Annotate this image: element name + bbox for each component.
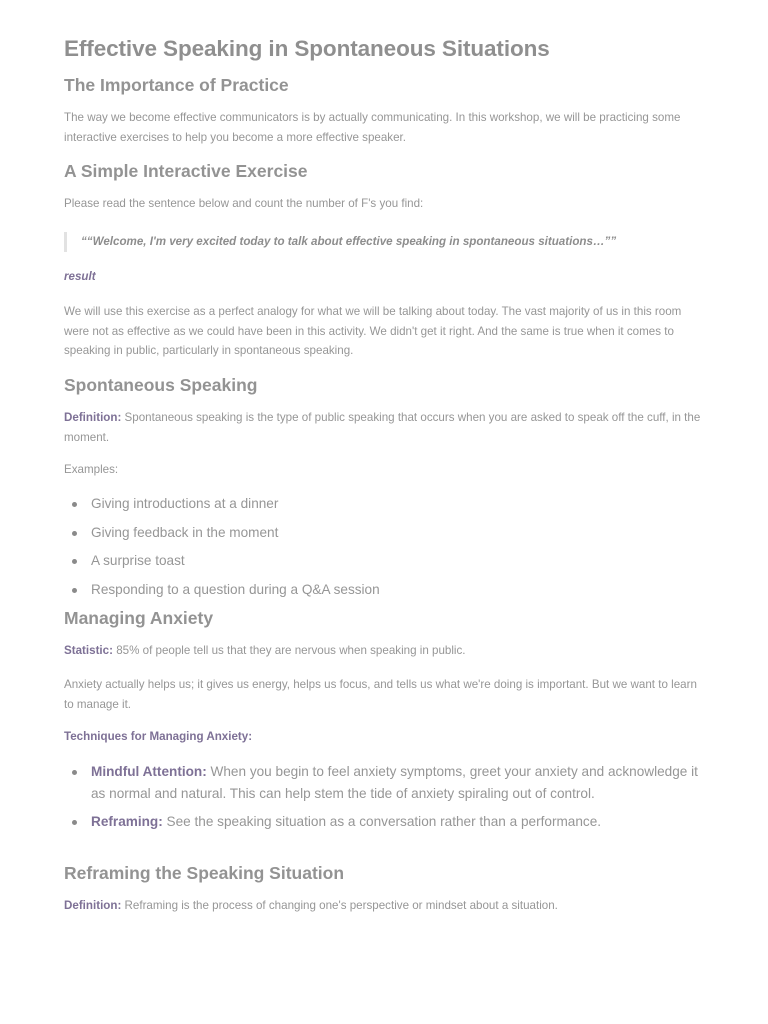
list-item-text: Responding to a question during a Q&A session bbox=[91, 581, 380, 597]
heading-practice: The Importance of Practice bbox=[64, 75, 289, 95]
bullet-icon bbox=[72, 531, 77, 536]
list-item bbox=[64, 761, 704, 805]
definition-label: Definition: bbox=[64, 411, 122, 424]
result-label: result bbox=[64, 270, 96, 283]
bullet-icon bbox=[72, 559, 77, 564]
techniques-list bbox=[64, 761, 704, 840]
techniques-label: Techniques for Managing Anxiety: bbox=[64, 730, 253, 743]
definition-label: Definition: bbox=[64, 899, 122, 912]
exercise-quote: ““Welcome, I'm very excited today to talk about effective speaking in spontaneous situations…”” bbox=[64, 232, 711, 252]
technique-text: When you begin to feel anxiety symptoms, greet your anxiety and acknowledge it as normal and natural. This can help stem the tide of anxiety spiraling out of control. bbox=[91, 764, 698, 802]
definition-text: Reframing is the process of changing one's perspective or mindset about a situation. bbox=[121, 899, 558, 912]
bullet-icon bbox=[72, 820, 77, 825]
anxiety-statistic bbox=[64, 641, 709, 661]
examples-list bbox=[64, 491, 704, 605]
spontaneous-definition bbox=[64, 408, 709, 447]
list-item-text: Giving feedback in the moment bbox=[91, 524, 279, 540]
list-item-text: Giving introductions at a dinner bbox=[91, 496, 279, 511]
heading-exercise: A Simple Interactive Exercise bbox=[64, 161, 308, 181]
exercise-instruction: Please read the sentence below and count the number of F's you find: bbox=[64, 197, 424, 210]
statistic-text: 85% of people tell us that they are nervous when speaking in public. bbox=[112, 644, 466, 657]
heading-spontaneous: Spontaneous Speaking bbox=[64, 375, 258, 395]
page-title: Effective Speaking in Spontaneous Situations bbox=[64, 36, 550, 61]
technique-text: See the speaking situation as a conversation rather than a performance. bbox=[162, 814, 602, 830]
examples-label: Examples: bbox=[64, 463, 119, 476]
bullet-icon bbox=[72, 502, 77, 507]
list-item-text: A surprise toast bbox=[91, 553, 185, 568]
heading-reframing: Reframing the Speaking Situation bbox=[64, 863, 345, 883]
statistic-label: Statistic: bbox=[64, 644, 113, 657]
technique-label: Reframing: bbox=[91, 814, 163, 830]
bullet-icon bbox=[72, 770, 77, 775]
list-item bbox=[64, 577, 704, 606]
list-item bbox=[64, 491, 704, 520]
bullet-icon bbox=[72, 588, 77, 593]
heading-anxiety: Managing Anxiety bbox=[64, 608, 214, 628]
list-item bbox=[64, 548, 704, 577]
definition-text: Spontaneous speaking is the type of public speaking that occurs when you are asked to speak off the cuff, in the moment. bbox=[64, 411, 701, 444]
anxiety-paragraph: Anxiety actually helps us; it gives us energy, helps us focus, and tells us what we're doing is important. But we want to learn to manage it. bbox=[64, 678, 697, 711]
reframing-definition bbox=[64, 896, 709, 916]
technique-label: Mindful Attention: bbox=[91, 764, 207, 779]
list-item bbox=[64, 520, 704, 549]
practice-paragraph: The way we become effective communicators is by actually communicating. In this workshop, we will be practicing some interactive exercises to help you become a more effective speaker. bbox=[64, 111, 681, 144]
exercise-analysis: We will use this exercise as a perfect analogy for what we will be talking about today. The vast majority of us in this room were not as effective as we could have been in this activity. We didn't get it right. And the same is true when it comes to speaking in public, particularly in spontaneous speaking. bbox=[64, 305, 682, 358]
list-item bbox=[64, 811, 704, 833]
